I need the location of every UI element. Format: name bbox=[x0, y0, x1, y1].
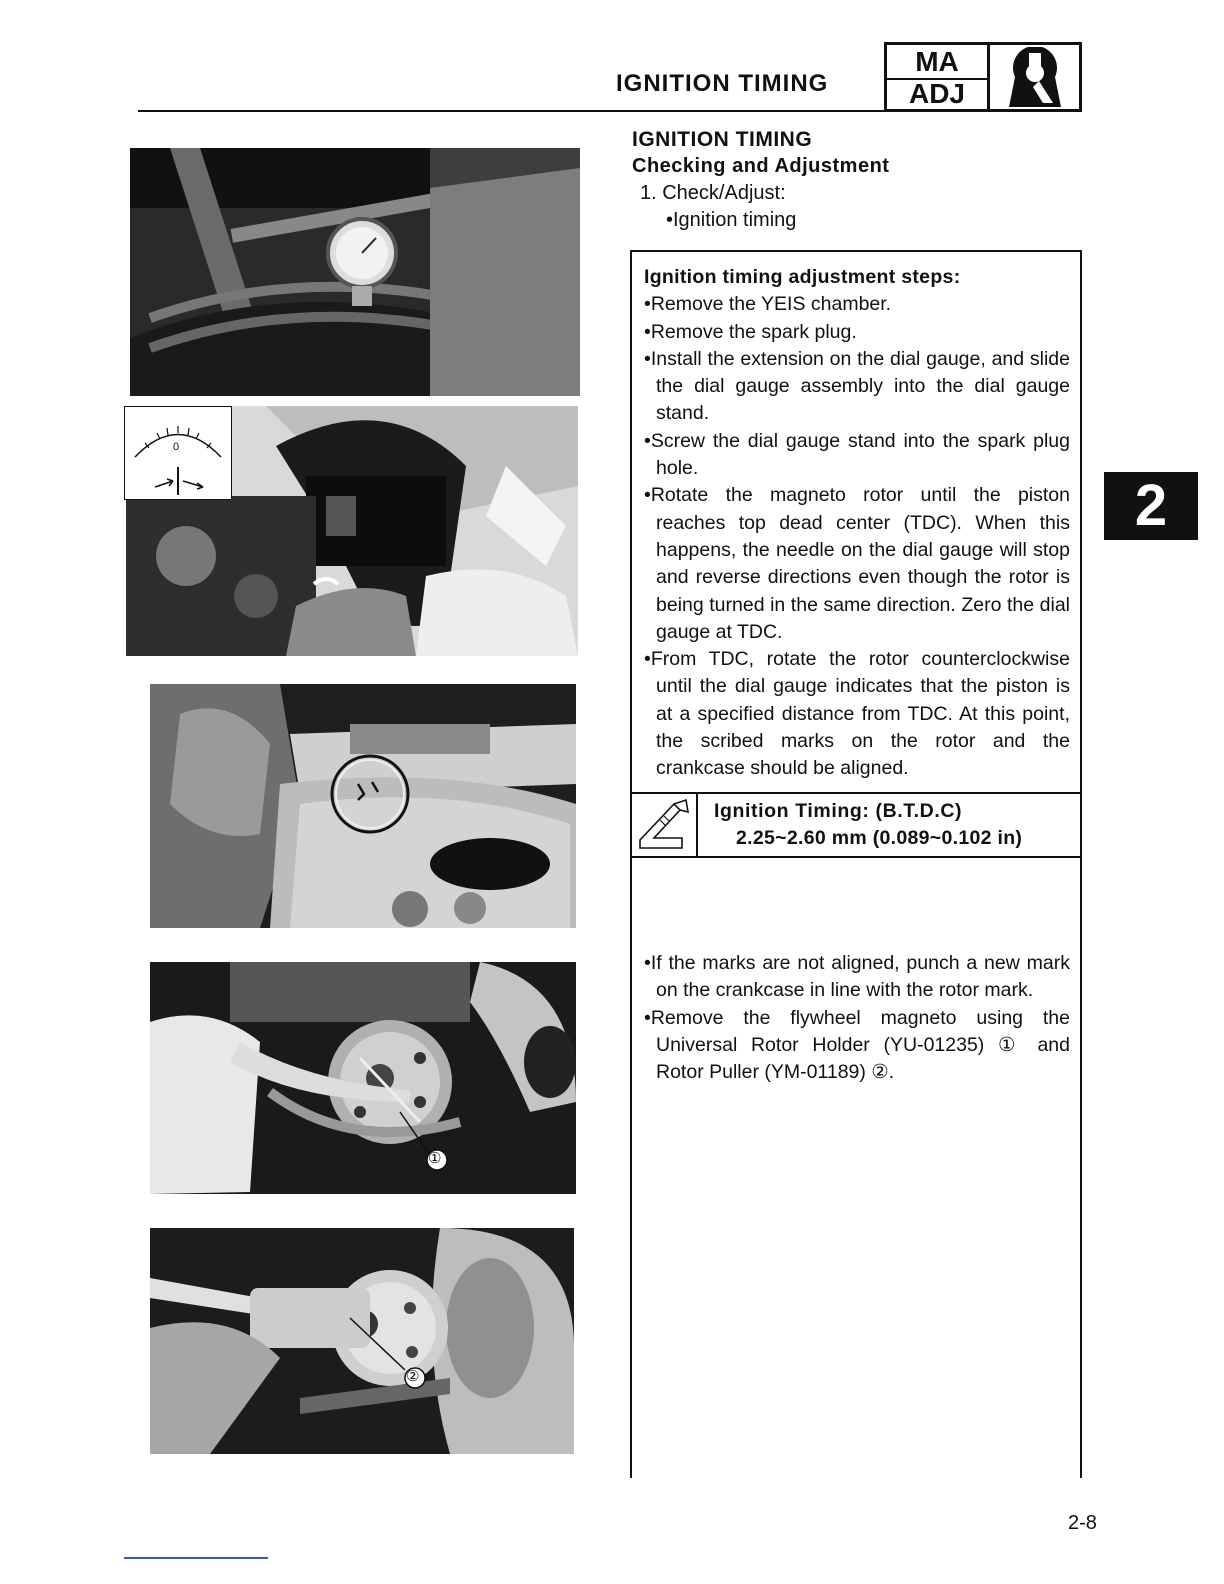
step-1-item: •Ignition timing bbox=[666, 209, 797, 231]
badge-bottom-text: ADJ bbox=[908, 78, 965, 109]
dial-gauge-inset bbox=[124, 406, 232, 500]
lower-steps-box bbox=[630, 856, 1082, 1478]
spec-value: 2.25~2.60 mm (0.089~0.102 in) bbox=[736, 827, 1023, 849]
section-subtitle: Checking and Adjustment bbox=[632, 155, 890, 177]
chapter-tab: 2 bbox=[1104, 472, 1198, 540]
step-bullet: •Screw the dial gauge stand into the spark plug hole. bbox=[644, 429, 1070, 480]
step-bullet: •Rotate the magneto rotor until the piston reaches top dead center (TDC). When this happens, the needle on the dial gauge will stop and reverse directions even though the rotor is being turned in the same direction. Zero the dial gauge at TDC. bbox=[644, 484, 1070, 643]
intro-section bbox=[632, 126, 1102, 234]
step-bullet: •From TDC, rotate the rotor counterclockwise until the dial gauge indicates that the piston is at a specified distance from TDC. At this point, the scribed marks on the rotor and the crankcase should be aligned. bbox=[644, 648, 1070, 780]
photo-timing-marks bbox=[150, 684, 576, 928]
header-rule bbox=[138, 110, 888, 112]
section-badge bbox=[884, 42, 1082, 112]
adjustment-steps-box bbox=[630, 250, 1082, 794]
step-bullet: •If the marks are not aligned, punch a new mark on the crankcase in line with the rotor mark. bbox=[644, 952, 1070, 1002]
callout-2-label: ② bbox=[406, 1368, 420, 1385]
gauge-zero-label: 0 bbox=[173, 441, 180, 453]
photo-rotor-holder bbox=[150, 962, 576, 1194]
bottom-rule bbox=[124, 1557, 268, 1559]
spec-label: Ignition Timing: (B.T.D.C) bbox=[714, 800, 963, 822]
photo-rotor-puller bbox=[150, 1228, 574, 1454]
page-number: 2-8 bbox=[1068, 1512, 1097, 1534]
section-title: IGNITION TIMING bbox=[632, 128, 813, 151]
spec-box bbox=[630, 792, 1082, 858]
step-1: 1. Check/Adjust: bbox=[640, 182, 786, 204]
step-bullet: •Remove the YEIS chamber. bbox=[644, 293, 892, 316]
photo-dial-gauge-installed bbox=[130, 148, 580, 396]
step-bullet: •Remove the flywheel magneto using the Universal Rotor Holder (YU-01235) ① and Rotor Puller (YM-01189) ②. bbox=[644, 1006, 1070, 1084]
step-bullet: •Install the extension on the dial gauge, and slide the dial gauge assembly into the dial gauge stand. bbox=[644, 347, 1070, 425]
wrench-icon bbox=[993, 47, 1077, 109]
callout-1-label: ① bbox=[428, 1150, 442, 1167]
step-bullet: •Remove the spark plug. bbox=[644, 320, 857, 343]
caliper-icon bbox=[634, 796, 694, 854]
steps-heading: Ignition timing adjustment steps: bbox=[644, 266, 961, 288]
page-header-title: IGNITION TIMING bbox=[616, 70, 829, 97]
badge-top-text: MA bbox=[915, 46, 959, 77]
